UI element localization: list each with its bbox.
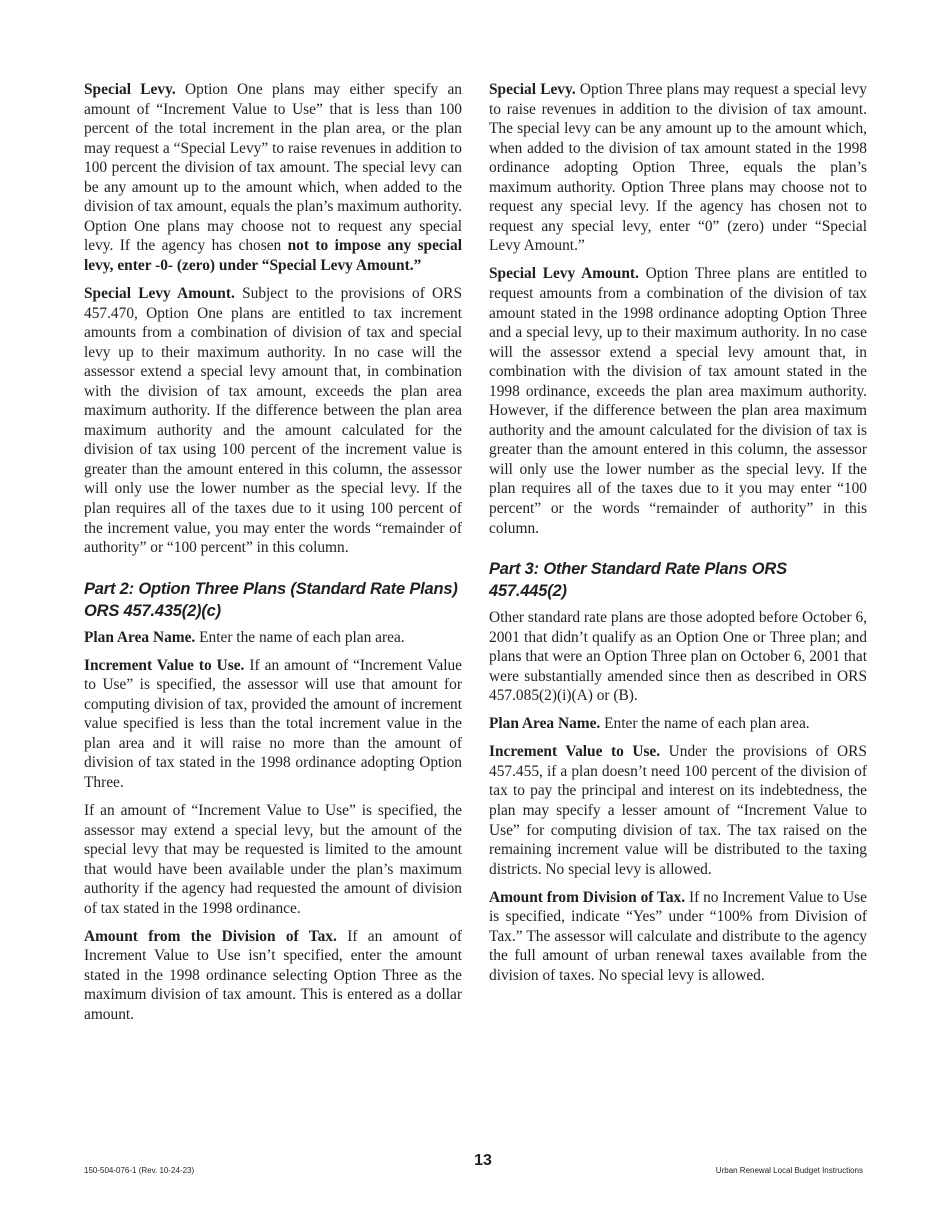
right-column (489, 80, 867, 994)
paragraph-title: Plan Area Name. (489, 715, 601, 733)
paragraph-title: Amount from Division of Tax. (489, 888, 686, 906)
paragraph-body: Option Three plans are entitled to request amounts from a combination of the division of tax amount stated in the 1998 ordinance adopting Option Three and a special levy, up to their maximum authority. In no case will the assessor extend a special levy amount that, in combination with the division of tax amount stated in the 1998 ordinance, exceeds the plan area maximum authority. However, if the difference between the plan area maximum authority and the amount calculated for the division of tax is greater than the amount entered in this column, the assessor will only use the lower number as the special levy. If the plan requires all of the taxes due to it you may enter “100 percent” or the words “remainder of authority” in this column. (489, 265, 867, 537)
paragraph-other-standard-rate-plans: Other standard rate plans are those adopted before October 6, 2001 that didn’t qualify as an Option One or Three plan; and plans that were an Option Three plan on October 6, 2001 that were substantially amended since then as described in ORS 457.085(2)(i)(A) or (B). (489, 609, 867, 705)
paragraph-title: Increment Value to Use. (489, 743, 661, 761)
paragraph-body: Option One plans may either specify an amount of “Increment Value to Use” that is less than 100 percent of the total increment in the plan area, or the plan may request a “Special Levy” to raise revenues in addition to 100 percent the division of tax amount. The special levy can be any amount up to the amount which, when added to the division of tax amount, equals the plan’s maximum authority. Option One plans may choose not to request any special levy. If the agency has chosen (84, 81, 462, 255)
paragraph-body: Enter the name of each plan area. (600, 715, 810, 733)
footer-form-number: 150-504-076-1 (Rev. 10-24-23) (84, 1166, 195, 1175)
paragraph-special-levy-amount-option-three (489, 264, 867, 538)
paragraph-increment-value-part-3 (489, 742, 867, 879)
section-heading-part-2: Part 2: Option Three Plans (Standard Rate Plans) ORS 457.435(2)(c) (84, 579, 458, 620)
paragraph-body: Enter the name of each plan area. (195, 628, 405, 646)
left-column (84, 80, 462, 1033)
paragraph-title: Amount from the Division of Tax. (84, 927, 337, 945)
footer-document-title: Urban Renewal Local Budget Instructions (715, 1166, 863, 1175)
paragraph-special-levy-option-one (84, 80, 462, 275)
paragraph-title: Special Levy Amount. (489, 265, 639, 283)
paragraph-body: If an amount of “Increment Value to Use” is specified, the assessor will use that amount for computing division of tax, provided the amount of increment value specified is less than the total increment value in the plan area and it will raise no more than the amount of division of tax stated in the 1998 ordinance adopting Option Three. (84, 656, 462, 791)
page-number: 13 (474, 1152, 492, 1169)
paragraph-amount-from-division-of-tax-part-2 (84, 927, 462, 1025)
paragraph-body: Under the provisions of ORS 457.455, if a plan doesn’t need 100 percent of the division of tax to pay the principal and interest on its indebtedness, the plan may specify a lesser amount of “Increment Value to Use” for computing division of tax. The tax raised on the remaining increment value will be distributed to the taxing districts. No special levy is allowed. (489, 743, 867, 878)
paragraph-special-levy-amount-option-one (84, 284, 462, 558)
paragraph-amount-from-division-of-tax-part-3 (489, 888, 867, 986)
section-heading-part-3: Part 3: Other Standard Rate Plans ORS 457.445(2) (489, 560, 787, 601)
paragraph-increment-value-part-2 (84, 656, 462, 793)
paragraph-title: Special Levy Amount. (84, 284, 235, 302)
paragraph-plan-area-name-part-3 (489, 714, 867, 734)
paragraph-plan-area-name-part-2 (84, 628, 462, 648)
paragraph-body: Option Three plans may request a special levy to raise revenues in addition to the division of tax amount. The special levy can be any amount up to the amount which, when added to the division of tax amount stated in the 1998 ordinance adopting Option Three, equals the plan’s maximum authority. Option Three plans may choose not to request any special levy. If the agency has chosen not to request any special levy, enter “0” (zero) under “Special Levy Amount.” (489, 81, 867, 255)
paragraph-special-levy-option-three (489, 80, 867, 256)
paragraph-increment-value-special-levy: If an amount of “Increment Value to Use” is specified, the assessor may extend a special levy, but the amount of the special levy that may be requested is limited to the amount that would have been available under the plan’s maximum authority if the agency had requested the amount of division of tax stated in the 1998 ordinance. (84, 802, 462, 917)
paragraph-title: Increment Value to Use. (84, 656, 245, 674)
paragraph-bold-tail: not to impose any special levy, enter -0- (zero) under “Special Levy Amount.” (84, 237, 462, 274)
paragraph-body: If no Increment Value to Use is specified, indicate “Yes” under “100% from Division of Tax.” The assessor will calculate and distribute to the agency the full amount of urban renewal taxes available from the division of taxes. No special levy is allowed. (489, 888, 867, 984)
paragraph-title: Plan Area Name. (84, 628, 196, 646)
paragraph-title: Special Levy. (489, 81, 576, 98)
paragraph-title: Special Levy. (84, 81, 176, 98)
paragraph-body: If an amount of Increment Value to Use isn’t specified, enter the amount stated in the 1998 ordinance selecting Option Three as the maximum division of tax amount. This is entered as a dollar amount. (84, 927, 462, 1023)
paragraph-body: Subject to the provisions of ORS 457.470, Option One plans are entitled to tax increment amounts from a combination of division of tax and special levy up to their maximum authority. In no case will the assessor extend a special levy amount that, in combination with the division of tax amount, exceeds the plan area maximum authority. If the difference between the plan area maximum authority and the amount calculated for the division of tax using 100 percent of the increment value is greater than the amount entered in this column, the assessor will only use the lower number as the special levy. If the plan requires all of the taxes due to it using 100 percent of the increment value, you may enter the words “remainder of authority” or “100 percent” in this column. (84, 284, 462, 557)
